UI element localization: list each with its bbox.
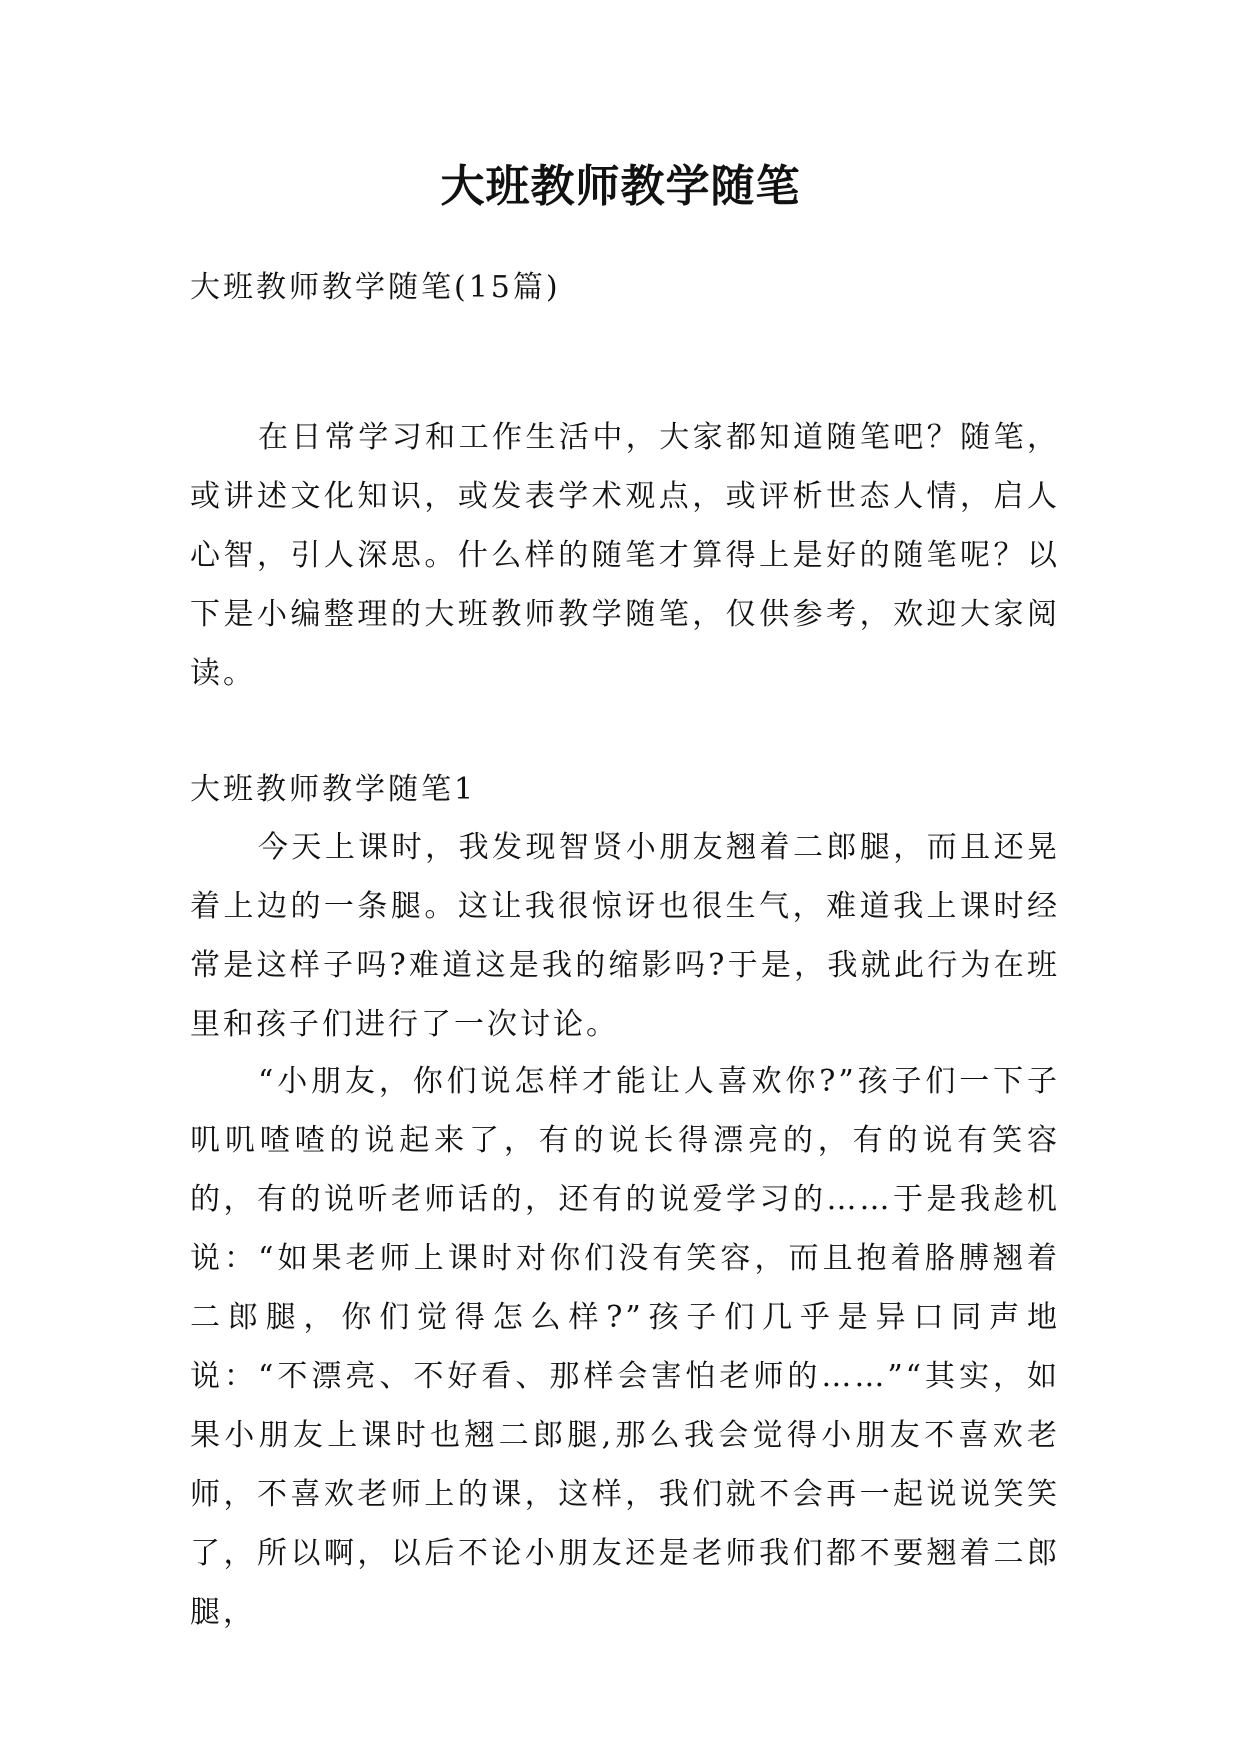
intro-paragraph: 在日常学习和工作生活中，大家都知道随笔吧？随笔，或讲述文化知识，或发表学术观点，或评析世态人情，启人心智，引人深思。什么样的随笔才算得上是好的随笔呢？以下是小编整理的大班教师教学随笔，仅供参考，欢迎大家阅读。	[190, 420, 1060, 691]
section-heading: 大班教师教学随笔1	[190, 772, 477, 807]
body-paragraph: 今天上课时，我发现智贤小朋友翘着二郎腿，而且还晃着上边的一条腿。这让我很惊讶也很生气，难道我上课时经常是这样子吗?难道这是我的缩影吗?于是，我就此行为在班里和孩子们进行了一次讨论。	[190, 830, 1060, 1042]
document-subtitle: 大班教师教学随笔(15篇)	[190, 270, 561, 305]
body-paragraph: “小朋友，你们说怎样才能让人喜欢你?”孩子们一下子叽叽喳喳的说起来了，有的说长得漂亮的，有的说有笑容的，有的说听老师话的，还有的说爱学习的……于是我趁机说：“如果老师上课时对你们没有笑容，而且抱着胳膊翘着二郎腿，你们觉得怎么样?”孩子们几乎是异口同声地说：“不漂亮、不好看、那样会害怕老师的……”“其实，如果小朋友上课时也翘二郎腿,那么我会觉得小朋友不喜欢老师，不喜欢老师上的课，这样，我们就不会再一起说说笑笑了，所以啊，以后不论小朋友还是老师我们都不要翘着二郎腿，	[190, 1064, 1060, 1630]
document-title: 大班教师教学随笔	[440, 161, 801, 212]
